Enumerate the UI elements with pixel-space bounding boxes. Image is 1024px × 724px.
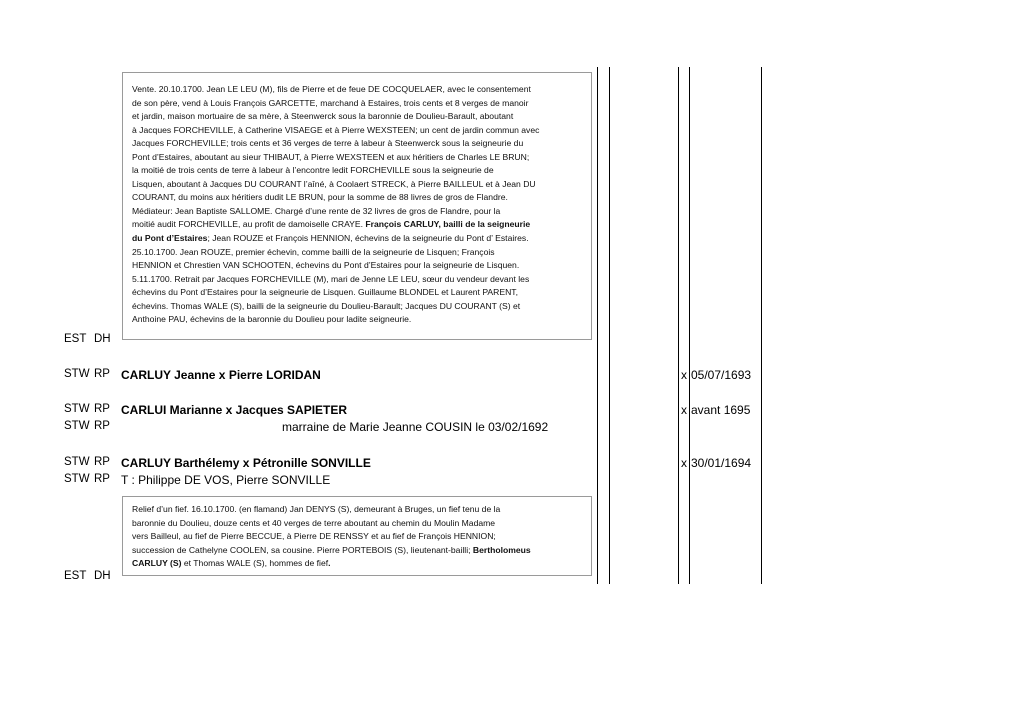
row-code-2: DH bbox=[94, 333, 111, 345]
marriage-date: avant 1695 bbox=[691, 403, 751, 417]
note-text: et Thomas WALE (S), hommes de fief bbox=[181, 558, 329, 569]
witnesses-text: T : Philippe DE VOS, Pierre SONVILLE bbox=[121, 473, 331, 487]
note-line: vers Bailleul, au fief de Pierre BECCUE, à Pierre DE RENSSY et au fief de François HENNION; bbox=[132, 531, 496, 542]
row-code-1: STW bbox=[64, 473, 90, 485]
note-line: Relief d’un fief. 16.10.1700. (en flamand) Jan DENYS (S), demeurant à Bruges, un fief tenu de la bbox=[132, 504, 501, 514]
row-code-2: RP bbox=[94, 456, 110, 468]
marriage-date: 30/01/1694 bbox=[691, 456, 752, 470]
marriage-mark: x bbox=[681, 456, 687, 470]
row-code-1: STW bbox=[64, 456, 90, 468]
note-line: Vente. 20.10.1700. Jean LE LEU (M), fils de Pierre et de feue DE COCQUELAER, avec le consentement bbox=[132, 84, 531, 94]
column-rule bbox=[761, 67, 762, 584]
note-line: et jardin, maison mortuaire de sa mère, à Steenwerck sous la baronnie de Doulieu-Barault, aboutant bbox=[132, 111, 514, 122]
note-end: . bbox=[328, 558, 331, 569]
note-line: HENNION et Chrestien VAN SCHOOTEN, échevins du Pont d’Estaires pour la seigneurie de Lisquen. bbox=[132, 260, 520, 271]
note-line: Lisquen, aboutant à Jacques DU COURANT l’aîné, à Coolaert STRECK, à Pierre BAILLEUL et à Jean DU bbox=[132, 178, 536, 189]
baptism-entry-text: marraine de Marie Jeanne COUSIN le 03/02/1692 bbox=[282, 420, 549, 434]
note-box-relief bbox=[122, 496, 592, 576]
note-line: COURANT, du moins aux héritiers dudit LE BRUN, pour la somme de 88 livres de gros de Flandre. bbox=[132, 192, 508, 203]
row-code-1: EST bbox=[64, 333, 87, 345]
column-rule bbox=[678, 67, 679, 584]
row-code-2: RP bbox=[94, 403, 110, 415]
row-code-1: STW bbox=[64, 403, 90, 415]
row-code-1: STW bbox=[64, 420, 90, 432]
note-highlight: du Pont d’Estaires bbox=[132, 233, 208, 244]
marriage-entry-name: CARLUI Marianne x Jacques SAPIETER bbox=[121, 403, 348, 417]
note-highlight: Bertholomeus bbox=[472, 544, 531, 555]
note-line: de son père, vend à Louis François GARCETTE, marchand à Estaires, trois cents et 8 verges de manoir bbox=[132, 97, 529, 108]
column-rule bbox=[689, 67, 690, 584]
row-code-1: STW bbox=[64, 368, 90, 380]
note-line: baronnie du Doulieu, douze cents et 40 verges de terre aboutant au chemin du Moulin Madame bbox=[132, 517, 496, 528]
note-box-vente bbox=[122, 72, 592, 340]
column-rule bbox=[609, 67, 610, 584]
note-line: 5.11.1700. Retrait par Jacques FORCHEVILLE (M), mari de Jenne LE LEU, sœur du vendeur devant les bbox=[132, 273, 530, 284]
note-line: la moitié de trois cents de terre à labeur à l’encontre ledit FORCHEVILLE sous la seigneurie de bbox=[132, 165, 494, 176]
note-line bbox=[132, 557, 583, 571]
note-line: échevins. Thomas WALE (S), bailli de la seigneurie du Doulieu-Barault; Jacques DU COURANT (S) et bbox=[132, 300, 521, 311]
note-line: Médiateur: Jean Baptiste SALLOME. Chargé d’une rente de 32 livres de gros de Flandre, pour la bbox=[132, 205, 501, 216]
marriage-date: 05/07/1693 bbox=[691, 368, 752, 382]
row-code-2: RP bbox=[94, 420, 110, 432]
note-line bbox=[132, 218, 583, 232]
note-line: à Jacques FORCHEVILLE, à Catherine VISAEGE et à Pierre WEXSTEEN; un cent de jardin commun avec bbox=[132, 124, 540, 135]
note-text: succession de Cathelyne COOLEN, sa cousine. Pierre PORTEBOIS (S), lieutenant-bailli; bbox=[132, 544, 473, 555]
note-highlight: CARLUY (S) bbox=[132, 558, 182, 569]
row-code-2: RP bbox=[94, 368, 110, 380]
note-line bbox=[132, 544, 583, 558]
note-text: ; Jean ROUZE et François HENNION, échevins de la seigneurie du Pont d’ Estaires. bbox=[207, 233, 529, 244]
column-rule bbox=[597, 67, 598, 584]
note-line bbox=[132, 232, 583, 246]
note-line: Anthoine PAU, échevins de la baronnie du Doulieu pour ladite seigneurie. bbox=[132, 314, 412, 325]
note-line: Jacques FORCHEVILLE; trois cents et 36 verges de terre à labeur à Steenwerck sous la seigneurie du bbox=[132, 138, 524, 149]
row-code-2: RP bbox=[94, 473, 110, 485]
note-line: 25.10.1700. Jean ROUZE, premier échevin, comme bailli de la seigneurie de Lisquen; François bbox=[132, 246, 495, 257]
note-highlight: François CARLUY, bailli de la seigneurie bbox=[365, 219, 531, 230]
note-line: Pont d’Estaires, aboutant au sieur THIBAUT, à Pierre WEXSTEEN et aux héritiers de Charles LE BRUN; bbox=[132, 151, 530, 162]
row-code-1: EST bbox=[64, 570, 87, 582]
row-code-2: DH bbox=[94, 570, 111, 582]
note-line: échevins du Pont d’Estaires pour la seigneurie de Lisquen. Guillaume BLONDEL et Laurent PARENT, bbox=[132, 287, 518, 298]
marriage-mark: x bbox=[681, 403, 687, 417]
note-text: moitié audit FORCHEVILLE, au profit de damoiselle CRAYE. bbox=[132, 219, 366, 230]
marriage-entry-name: CARLUY Barthélemy x Pétronille SONVILLE bbox=[121, 456, 371, 470]
marriage-entry-name: CARLUY Jeanne x Pierre LORIDAN bbox=[121, 368, 321, 382]
marriage-mark: x bbox=[681, 368, 687, 382]
